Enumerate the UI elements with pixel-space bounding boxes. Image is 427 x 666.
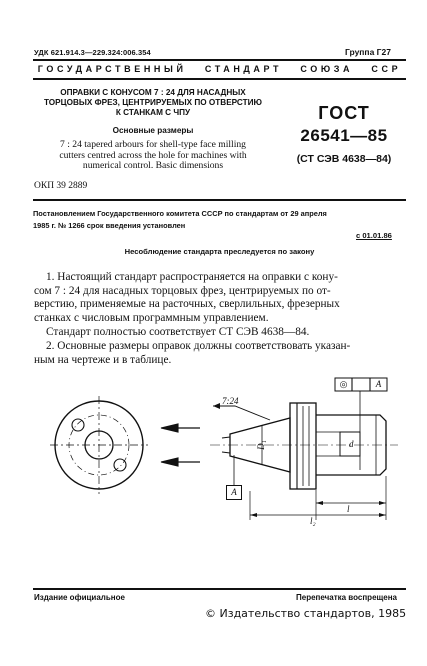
- fcf-datum: A: [375, 379, 382, 389]
- official-edition: Издание официальное: [34, 593, 125, 602]
- russian-title-line: ТОРЦОВЫХ ФРЕЗ, ЦЕНТРИРУЕМЫХ ПО ОТВЕРСТИЮ: [44, 98, 262, 107]
- section-arrow: [161, 424, 178, 432]
- okp-code: ОКП 39 2889: [34, 181, 88, 191]
- dimension-d: d: [349, 439, 354, 449]
- group-code: Группа Г27: [345, 47, 391, 57]
- concentricity-icon: ◎: [339, 379, 348, 389]
- paragraph-line: станках с числовым программным управлением.: [34, 311, 269, 324]
- datum-a-letter: A: [231, 487, 237, 497]
- decree-line-1: Постановлением Государственного комитета СССР по стандартам от 29 апреля: [33, 209, 327, 218]
- english-title-line: numerical control. Basic dimensions: [82, 160, 224, 172]
- end-view-hole: [72, 419, 84, 431]
- st-sev-reference: (СТ СЭВ 4638—84): [296, 153, 392, 165]
- effective-date: с 01.01.86: [356, 231, 392, 240]
- russian-title-line: К СТАНКАМ С ЧПУ: [115, 108, 191, 117]
- datum-a-box: [226, 485, 242, 500]
- section-arrow: [161, 458, 178, 466]
- paragraph-line: верстию, применяемые на расточных, сверлильных, фрезерных: [34, 298, 340, 311]
- paragraph-2: Стандарт полностью соответствует СТ СЭВ 4638—84.: [46, 326, 310, 338]
- paragraph-line: 1. Настоящий стандарт распространяется на оправки с кону-: [46, 271, 338, 283]
- state-standard-banner: ГОСУДАРСТВЕННЫЙ СТАНДАРТ СОЮЗА ССР: [37, 64, 402, 74]
- english-title-line: cutters centred across the hole for machines with: [59, 149, 247, 161]
- russian-title-line: ОПРАВКИ С КОНУСОМ 7 : 24 ДЛЯ НАСАДНЫХ: [60, 88, 246, 97]
- footer-rule: [33, 588, 406, 590]
- end-view-hole: [114, 459, 126, 471]
- english-title-line: 7 : 24 tapered arbours for shell-type face milling: [60, 139, 246, 150]
- gost-label: ГОСТ: [318, 103, 370, 123]
- reprint-prohibited: Перепечатка воспрещена: [296, 593, 397, 602]
- dimension-l: l: [347, 504, 350, 514]
- dimension-d1: D₁: [255, 440, 266, 450]
- taper-label: 7:24: [222, 396, 239, 406]
- paragraph-line: ным на чертеже и в таблице.: [34, 353, 172, 366]
- subtitle: Основные размеры: [112, 126, 194, 135]
- legal-warning: Несоблюдение стандарта преследуется по закону: [124, 247, 315, 256]
- paragraph-line: 2. Основные размеры оправок должны соответствовать указан-: [46, 340, 351, 352]
- paragraph-line: сом 7 : 24 для насадных торцовых фрез, центрируемых по от-: [34, 284, 331, 297]
- decree-line-2: 1985 г. № 1266 срок введения установлен: [33, 221, 186, 230]
- gost-number: 26541—85: [300, 126, 388, 145]
- udk-code: УДК 621.914.3—229.324:006.354: [34, 48, 151, 57]
- copyright: © Издательство стандартов, 1985: [205, 607, 407, 620]
- dimension-l2: l₂: [310, 516, 316, 526]
